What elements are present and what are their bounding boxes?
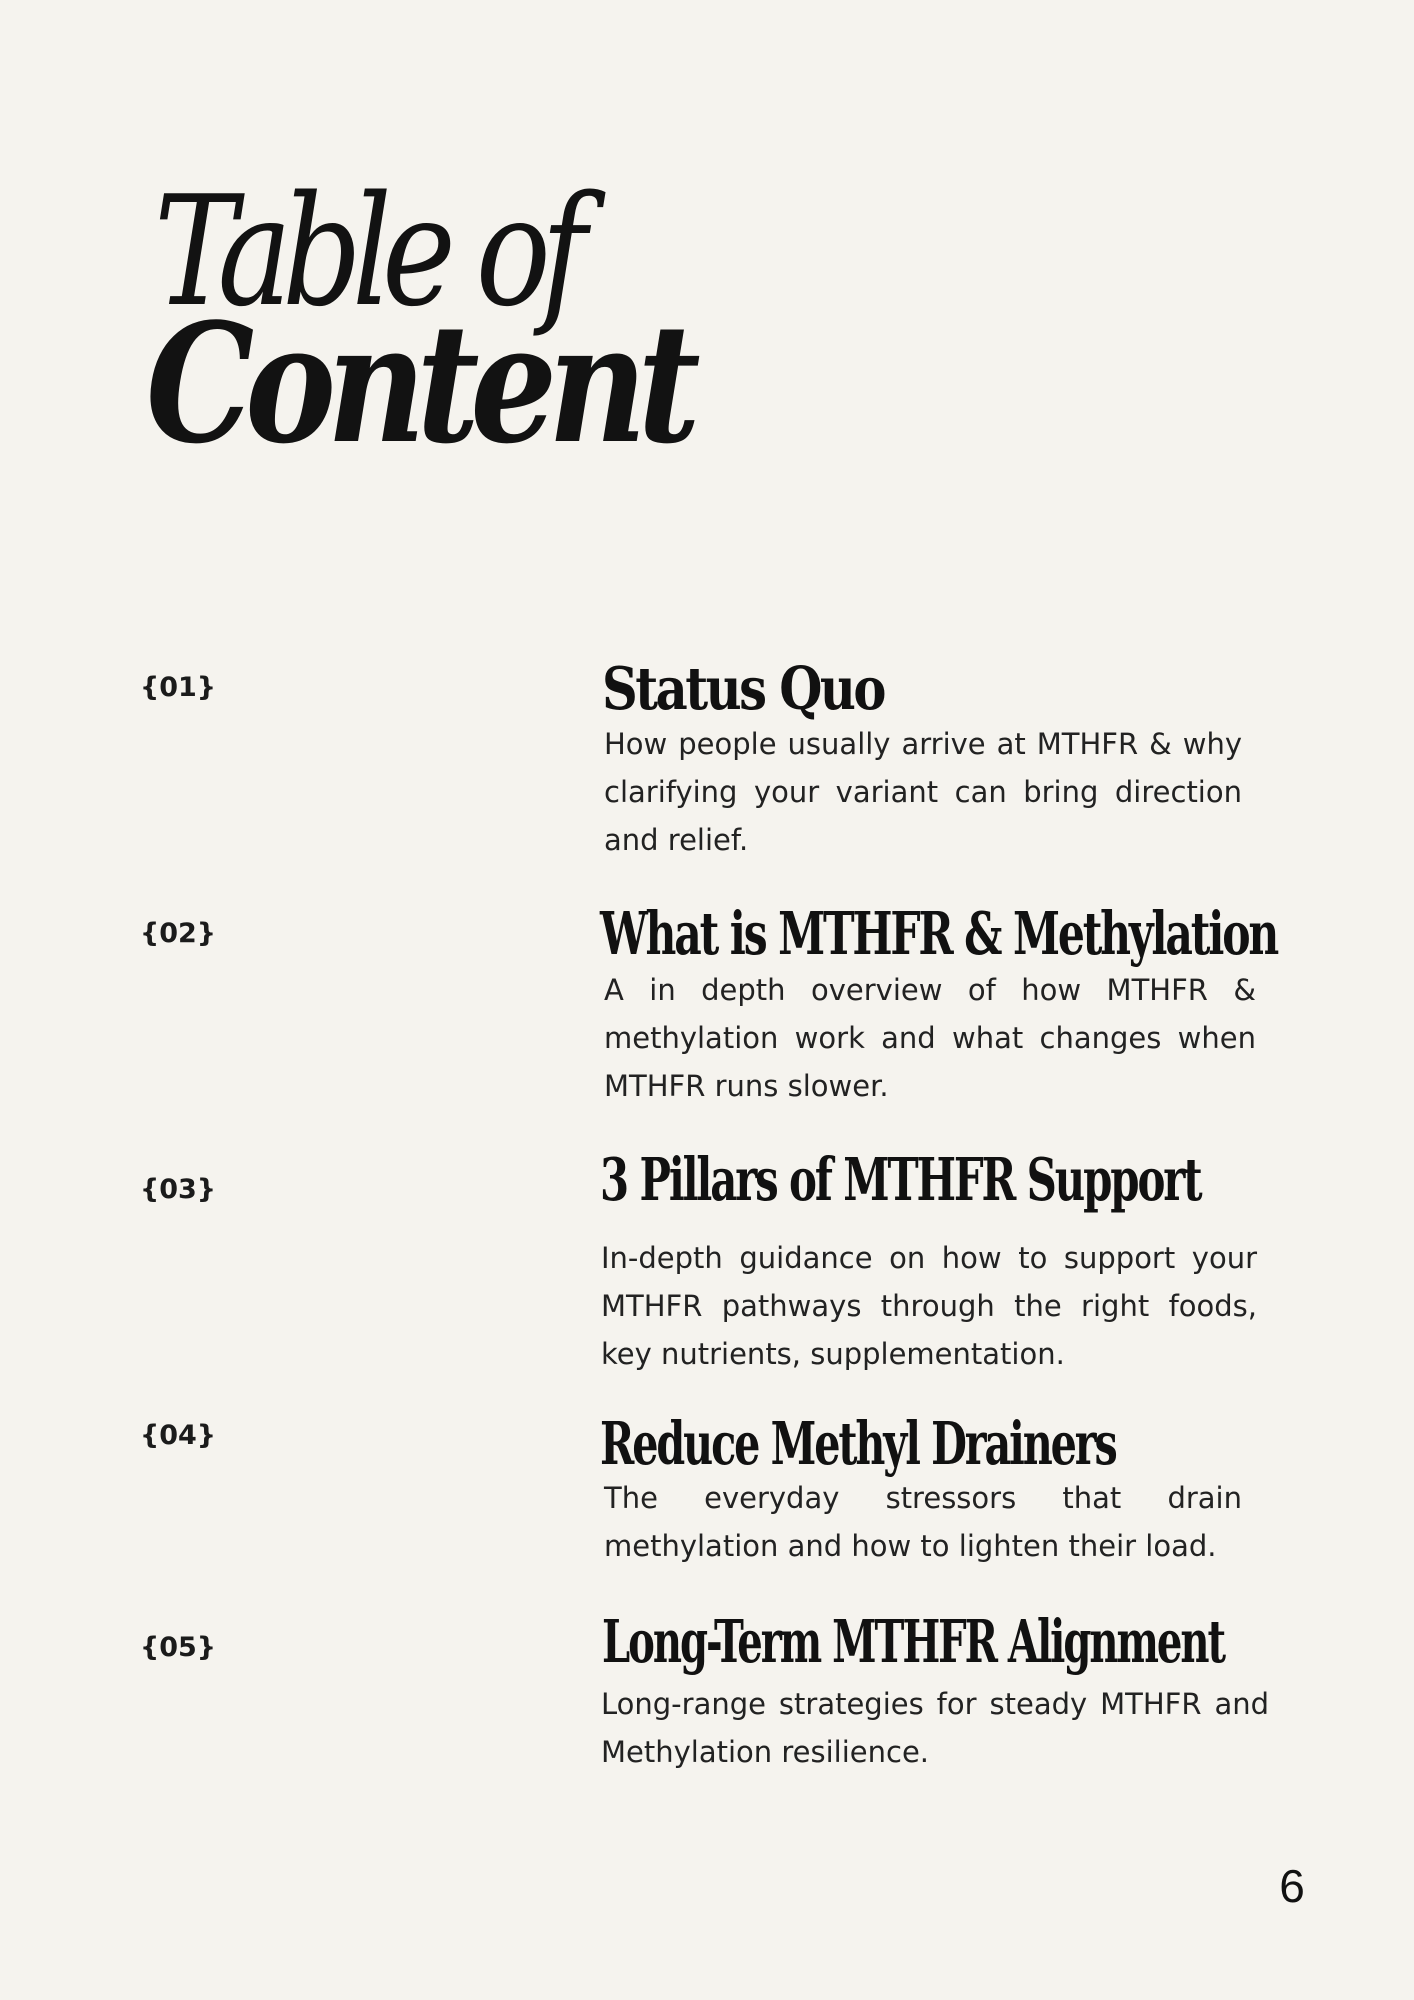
item-title: 3 Pillars of MTHFR Support [600,1145,1201,1214]
item-number: {03} [140,1174,217,1205]
page-title [146,163,766,480]
item-number: {05} [140,1632,217,1663]
item-description: In-depth guidance on how to support your MTHFR pathways through the right foods, key nutrients, supplementation. [601,1241,1257,1371]
item-number: {02} [140,918,217,949]
item-title: Reduce Methyl Drainers [600,1409,1116,1478]
item-number: {01} [140,672,217,703]
item-description: The everyday stressors that drain methylation and how to lighten their load. [604,1481,1242,1563]
item-title: What is MTHFR & Methylation [600,899,1278,968]
title-line-1: Table of [154,163,578,340]
page-number: 6 [1279,1860,1305,1912]
item-description: Long-range strategies for steady MTHFR and Methylation resilience. [601,1687,1269,1769]
item-description: How people usually arrive at MTHFR & why clarifying your variant can bring direction and relief. [604,727,1242,857]
item-description: A in depth overview of how MTHFR & methylation work and what changes when MTHFR runs slower. [604,973,1256,1103]
item-number: {04} [140,1420,217,1451]
title-line-2: Content [146,287,692,480]
item-title: Long-Term MTHFR Alignment [602,1607,1225,1676]
item-title: Status Quo [602,654,884,723]
